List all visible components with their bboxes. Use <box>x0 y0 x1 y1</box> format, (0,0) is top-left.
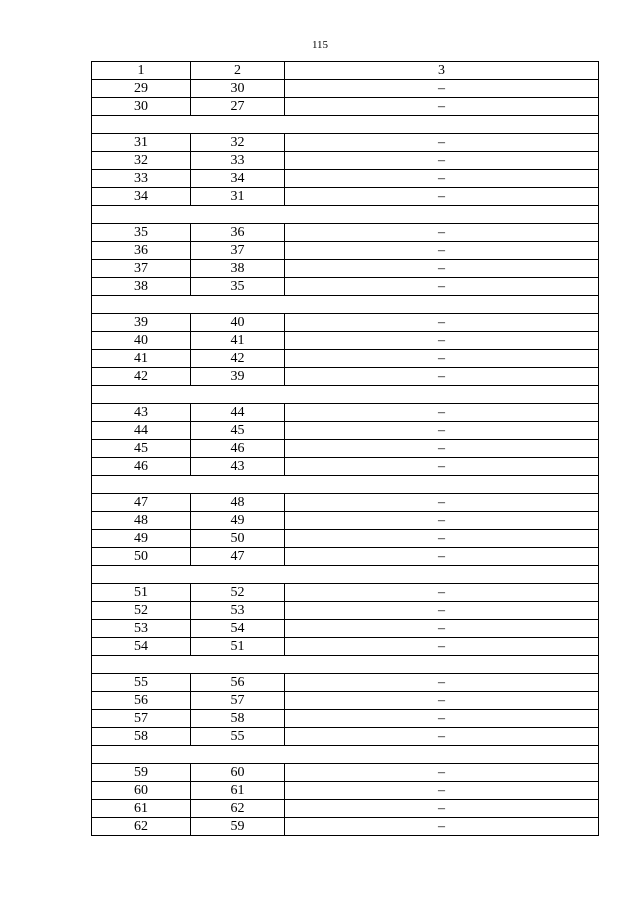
table-cell-col-1: 44 <box>92 422 191 440</box>
table-cell-col-2: 40 <box>191 314 285 332</box>
table-cell-col-3: – <box>285 764 599 782</box>
table-cell-col-3: – <box>285 728 599 746</box>
table-cell-col-2: 31 <box>191 188 285 206</box>
table-cell-col-3: – <box>285 170 599 188</box>
table-row <box>92 692 599 710</box>
table-row <box>92 152 599 170</box>
table-row <box>92 494 599 512</box>
table-cell-col-3: – <box>285 188 599 206</box>
table-cell-col-3: – <box>285 584 599 602</box>
group-separator-row <box>92 746 599 764</box>
table-row <box>92 188 599 206</box>
table-cell-col-3: – <box>285 368 599 386</box>
table-cell-col-2: 53 <box>191 602 285 620</box>
table-row <box>92 422 599 440</box>
table-cell-col-2: 32 <box>191 134 285 152</box>
group-separator-row <box>92 116 599 134</box>
table-cell-col-3: – <box>285 512 599 530</box>
table-cell-col-3: – <box>285 602 599 620</box>
table-cell-col-2: 56 <box>191 674 285 692</box>
table-row <box>92 170 599 188</box>
table-cell-col-2: 46 <box>191 440 285 458</box>
table-cell-col-3: – <box>285 80 599 98</box>
separator-cell <box>92 296 599 314</box>
table-row <box>92 764 599 782</box>
table-row <box>92 278 599 296</box>
table-row <box>92 350 599 368</box>
table-row <box>92 602 599 620</box>
table-cell-col-2: 30 <box>191 80 285 98</box>
separator-cell <box>92 386 599 404</box>
table-cell-col-1: 35 <box>92 224 191 242</box>
table-cell-col-1: 50 <box>92 548 191 566</box>
table-cell-col-1: 42 <box>92 368 191 386</box>
table-cell-col-2: 59 <box>191 818 285 836</box>
table-row <box>92 224 599 242</box>
table-cell-col-2: 61 <box>191 782 285 800</box>
separator-cell <box>92 476 599 494</box>
column-header-2: 2 <box>191 62 285 80</box>
table-cell-col-3: – <box>285 710 599 728</box>
table-cell-col-2: 43 <box>191 458 285 476</box>
table-row <box>92 458 599 476</box>
table-cell-col-2: 27 <box>191 98 285 116</box>
table-cell-col-2: 51 <box>191 638 285 656</box>
table-row <box>92 332 599 350</box>
table-row <box>92 80 599 98</box>
table-row <box>92 638 599 656</box>
table-cell-col-1: 56 <box>92 692 191 710</box>
table-cell-col-1: 60 <box>92 782 191 800</box>
table-cell-col-1: 53 <box>92 620 191 638</box>
table-cell-col-1: 38 <box>92 278 191 296</box>
data-table <box>91 61 599 836</box>
table-cell-col-3: – <box>285 440 599 458</box>
table-cell-col-2: 34 <box>191 170 285 188</box>
table-cell-col-2: 44 <box>191 404 285 422</box>
table-cell-col-3: – <box>285 782 599 800</box>
table-cell-col-1: 46 <box>92 458 191 476</box>
table-cell-col-1: 34 <box>92 188 191 206</box>
separator-cell <box>92 566 599 584</box>
table-cell-col-2: 36 <box>191 224 285 242</box>
group-separator-row <box>92 206 599 224</box>
table-cell-col-1: 32 <box>92 152 191 170</box>
table-cell-col-2: 41 <box>191 332 285 350</box>
table-row <box>92 98 599 116</box>
table-row <box>92 134 599 152</box>
table-cell-col-3: – <box>285 818 599 836</box>
table-cell-col-3: – <box>285 278 599 296</box>
table-row <box>92 368 599 386</box>
table-row <box>92 728 599 746</box>
table-cell-col-3: – <box>285 332 599 350</box>
table-row <box>92 512 599 530</box>
table-cell-col-2: 49 <box>191 512 285 530</box>
table-cell-col-1: 58 <box>92 728 191 746</box>
table-cell-col-1: 59 <box>92 764 191 782</box>
table-cell-col-1: 51 <box>92 584 191 602</box>
table-cell-col-1: 47 <box>92 494 191 512</box>
table-row <box>92 404 599 422</box>
column-header-1: 1 <box>92 62 191 80</box>
table-cell-col-3: – <box>285 98 599 116</box>
separator-cell <box>92 206 599 224</box>
table-cell-col-1: 29 <box>92 80 191 98</box>
table-cell-col-2: 57 <box>191 692 285 710</box>
table-cell-col-3: – <box>285 638 599 656</box>
table-cell-col-3: – <box>285 800 599 818</box>
table-cell-col-2: 45 <box>191 422 285 440</box>
table-row <box>92 548 599 566</box>
table-cell-col-2: 52 <box>191 584 285 602</box>
table-cell-col-2: 55 <box>191 728 285 746</box>
table-cell-col-3: – <box>285 314 599 332</box>
table-cell-col-1: 57 <box>92 710 191 728</box>
table-cell-col-2: 48 <box>191 494 285 512</box>
table-cell-col-1: 61 <box>92 800 191 818</box>
table-cell-col-1: 62 <box>92 818 191 836</box>
table-cell-col-3: – <box>285 152 599 170</box>
table-cell-col-3: – <box>285 620 599 638</box>
table-cell-col-1: 48 <box>92 512 191 530</box>
table-body <box>92 62 599 836</box>
table-cell-col-3: – <box>285 404 599 422</box>
table-cell-col-2: 37 <box>191 242 285 260</box>
table-cell-col-3: – <box>285 674 599 692</box>
table-row <box>92 260 599 278</box>
table-cell-col-1: 52 <box>92 602 191 620</box>
group-separator-row <box>92 476 599 494</box>
table-cell-col-3: – <box>285 548 599 566</box>
column-header-3: 3 <box>285 62 599 80</box>
table-cell-col-3: – <box>285 692 599 710</box>
table-row <box>92 818 599 836</box>
table-cell-col-1: 54 <box>92 638 191 656</box>
group-separator-row <box>92 656 599 674</box>
table-row <box>92 584 599 602</box>
table-cell-col-2: 42 <box>191 350 285 368</box>
table-cell-col-2: 35 <box>191 278 285 296</box>
table-cell-col-3: – <box>285 530 599 548</box>
table-cell-col-2: 47 <box>191 548 285 566</box>
table-cell-col-2: 58 <box>191 710 285 728</box>
table-cell-col-3: – <box>285 224 599 242</box>
table-row <box>92 782 599 800</box>
table-cell-col-3: – <box>285 458 599 476</box>
table-cell-col-1: 45 <box>92 440 191 458</box>
separator-cell <box>92 746 599 764</box>
table-cell-col-1: 40 <box>92 332 191 350</box>
table-row <box>92 710 599 728</box>
table-row <box>92 530 599 548</box>
table-cell-col-1: 33 <box>92 170 191 188</box>
table-cell-col-2: 39 <box>191 368 285 386</box>
table-cell-col-2: 38 <box>191 260 285 278</box>
table-cell-col-1: 49 <box>92 530 191 548</box>
table-cell-col-3: – <box>285 242 599 260</box>
table-cell-col-2: 60 <box>191 764 285 782</box>
group-separator-row <box>92 566 599 584</box>
page-number: 115 <box>311 39 329 51</box>
table-header-row <box>92 62 599 80</box>
table-row <box>92 620 599 638</box>
table-cell-col-1: 30 <box>92 98 191 116</box>
table-row <box>92 314 599 332</box>
separator-cell <box>92 116 599 134</box>
table-cell-col-1: 31 <box>92 134 191 152</box>
table-cell-col-3: – <box>285 134 599 152</box>
table-cell-col-2: 33 <box>191 152 285 170</box>
table-cell-col-1: 39 <box>92 314 191 332</box>
group-separator-row <box>92 296 599 314</box>
table-cell-col-2: 54 <box>191 620 285 638</box>
table-row <box>92 242 599 260</box>
table-cell-col-3: – <box>285 422 599 440</box>
table-row <box>92 674 599 692</box>
table-cell-col-3: – <box>285 494 599 512</box>
table-cell-col-1: 41 <box>92 350 191 368</box>
table-cell-col-1: 43 <box>92 404 191 422</box>
table-row <box>92 800 599 818</box>
table-cell-col-2: 62 <box>191 800 285 818</box>
separator-cell <box>92 656 599 674</box>
table-cell-col-1: 36 <box>92 242 191 260</box>
group-separator-row <box>92 386 599 404</box>
table-row <box>92 440 599 458</box>
table-cell-col-1: 55 <box>92 674 191 692</box>
table-cell-col-3: – <box>285 350 599 368</box>
table-cell-col-2: 50 <box>191 530 285 548</box>
table-cell-col-3: – <box>285 260 599 278</box>
table-cell-col-1: 37 <box>92 260 191 278</box>
